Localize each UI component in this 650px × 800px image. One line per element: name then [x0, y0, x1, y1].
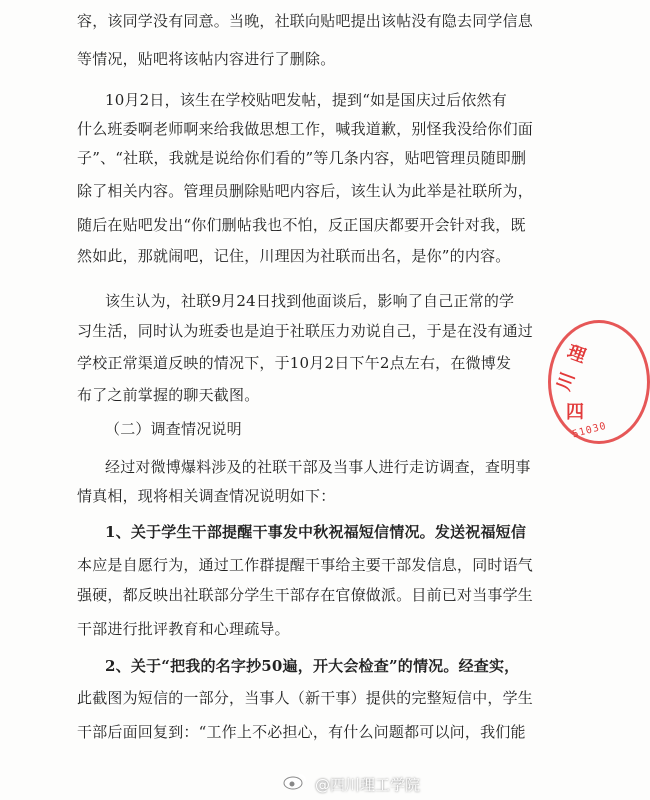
- text-line: 经过对微博爆料涉及的社联干部及当事人进行走访调查，查明事: [105, 458, 531, 476]
- watermark: @四川理工学院: [315, 776, 421, 794]
- text-line: 等情况，贴吧将该帖内容进行了删除。: [77, 50, 336, 68]
- text-line: 学校正常渠道反映的情况下，于10月2日下午2点左右，在微博发: [77, 354, 512, 372]
- text-line: （二）调查情况说明: [105, 420, 242, 438]
- text-line: 布了之前掌握的聊天截图。: [77, 386, 260, 404]
- text-line: 子”、“社联，我就是说给你们看的”等几条内容，贴吧管理员随即删: [77, 149, 527, 167]
- weibo-icon: [283, 772, 307, 790]
- text-line: 10月2日，该生在学校贴吧发帖，提到“如是国庆过后依然有: [105, 91, 507, 109]
- text-line: 本应是自愿行为，通过工作群提醒干事给主要干部发信息，同时语气: [77, 556, 534, 574]
- text-line: 此截图为短信的一部分，当事人（新干事）提供的完整短信中，学生: [77, 689, 534, 707]
- seal-char: 理: [564, 341, 589, 368]
- text-line: 干部进行批评教育和心理疏导。: [77, 620, 290, 638]
- text-line: 1、关于学生干部提醒干事发中秋祝福短信情况。发送祝福短信: [105, 523, 527, 541]
- text-line: 习生活，同时认为班委也是迫于社联压力劝说自己，于是在没有通过: [77, 322, 534, 340]
- text-line: 该生认为，社联9月24日找到他面谈后，影响了自己正常的学: [105, 292, 515, 310]
- text-line: 情真相，现将相关调查情况说明如下：: [77, 487, 336, 505]
- text-line: 2、关于“把我的名字抄50遍，开大会检查”的情况。经查实，: [105, 657, 520, 675]
- text-line: 什么班委啊老师啊来给我做思想工作，喊我道歉，别怪我没给你们面: [77, 120, 534, 138]
- seal-char: 四: [566, 402, 584, 423]
- text-line: 随后在贴吧发出“你们删帖我也不怕，反正国庆都要开会针对我，既: [77, 216, 526, 234]
- text-line: 容，该同学没有同意。当晚，社联向贴吧提出该帖没有隐去同学信息: [77, 12, 534, 30]
- seal-code: 51030: [571, 420, 608, 441]
- text-line: 干部后面回复到：“工作上不必担心，有什么问题都可以问，我们能: [77, 723, 526, 741]
- text-line: 强硬，都反映出社联部分学生干部存在官僚做派。目前已对当事学生: [77, 586, 534, 604]
- text-line: 然如此，那就闹吧，记住，川理因为社联而出名，是你”的内容。: [77, 247, 511, 265]
- seal-char: 川: [553, 369, 580, 394]
- text-line: 除了相关内容。管理员删除贴吧内容后，该生认为此举是社联所为，: [77, 182, 534, 200]
